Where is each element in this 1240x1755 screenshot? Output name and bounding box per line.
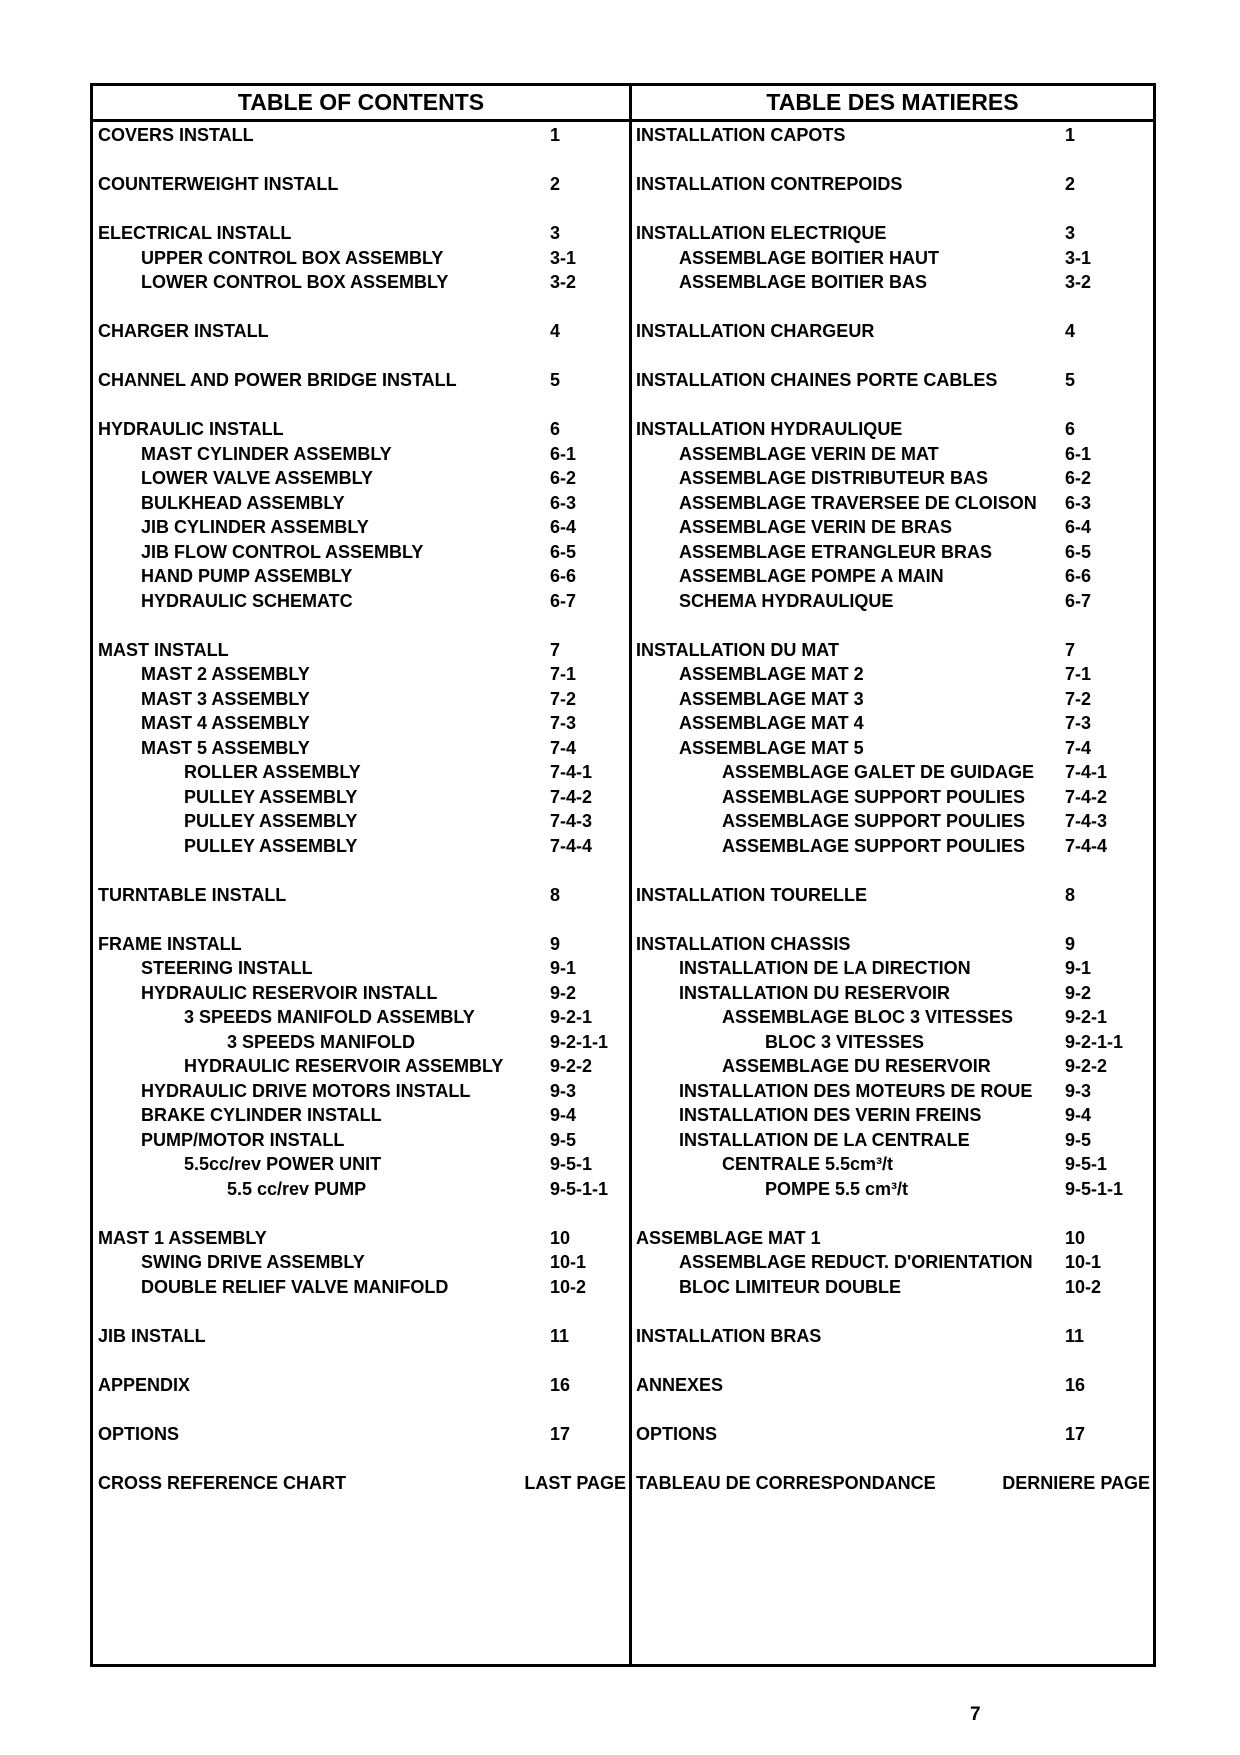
entry-page-number: 9-2-1	[1065, 1007, 1108, 1027]
entry-title: 3 SPEEDS MANIFOLD	[227, 1031, 416, 1052]
toc-entry	[632, 1176, 1153, 1203]
toc-entry	[632, 686, 1153, 713]
entry-page-number: 16	[1065, 1374, 1086, 1395]
toc-entry	[93, 441, 629, 468]
entry-title: BULKHEAD ASSEMBLY	[141, 492, 345, 513]
entry-page-number: 7-2	[1065, 688, 1092, 709]
page-number: 7	[970, 1704, 981, 1725]
entry-title: FRAME INSTALL	[98, 933, 242, 954]
entry-title: DOUBLE RELIEF VALVE MANIFOLD	[141, 1276, 449, 1297]
toc-entry	[93, 808, 629, 835]
entry-page-number: 6-7	[1065, 590, 1092, 611]
toc-entry	[632, 1274, 1153, 1301]
entry-page-number: 6-7	[550, 590, 577, 611]
toc-entry	[93, 171, 629, 198]
toc-entry	[632, 122, 1153, 149]
entry-title: INSTALLATION HYDRAULIQUE	[636, 419, 903, 439]
entry-page-number: 7-4-2	[550, 786, 593, 807]
entry-page-number: 6-6	[550, 566, 577, 586]
entry-title: 3 SPEEDS MANIFOLD ASSEMBLY	[184, 1007, 475, 1027]
entry-title: PUMP/MOTOR INSTALL	[141, 1129, 345, 1150]
entry-page-number: 9-1	[550, 958, 577, 978]
toc-entry	[632, 1225, 1153, 1252]
entry-page-number: 9-2-1-1	[550, 1031, 609, 1052]
entry-title: ASSEMBLAGE MAT 4	[679, 713, 864, 733]
toc-entry	[632, 318, 1153, 345]
entry-title: CENTRALE 5.5cm³/t	[722, 1154, 894, 1174]
entry-page-number: 8	[550, 884, 561, 905]
entry-title: BLOC 3 VITESSES	[765, 1031, 925, 1052]
toc-entry	[632, 1249, 1153, 1276]
entry-page-number: 7-4	[550, 737, 577, 758]
entry-page-number: 3-2	[550, 272, 577, 292]
entry-page-number: 10	[1065, 1227, 1086, 1248]
entry-page-number: 2	[1065, 174, 1076, 194]
entry-page-number: 9	[1065, 933, 1076, 954]
toc-title-french: TABLE DES MATIERES	[766, 89, 1019, 115]
entry-page-number: 10-2	[1065, 1276, 1102, 1297]
entry-title: HYDRAULIC DRIVE MOTORS INSTALL	[141, 1080, 471, 1101]
entry-title: INSTALLATION ELECTRIQUE	[636, 223, 887, 243]
entry-title: ROLLER ASSEMBLY	[184, 762, 361, 782]
toc-entry	[632, 1102, 1153, 1129]
toc-entry	[632, 220, 1153, 247]
entry-page-number: 7-4-2	[1065, 786, 1108, 807]
toc-entry	[93, 318, 629, 345]
entry-title: HYDRAULIC RESERVOIR ASSEMBLY	[184, 1056, 504, 1076]
entry-page-number: 16	[550, 1374, 571, 1395]
entry-title: SCHEMA HYDRAULIQUE	[679, 590, 894, 611]
entry-page-number: 9	[550, 933, 561, 954]
toc-entry	[632, 955, 1153, 982]
entry-page-number: 1	[1065, 125, 1076, 145]
entry-page-number: 9-1	[1065, 958, 1092, 978]
toc-entry	[93, 882, 629, 909]
entry-page-number: 7-4	[1065, 737, 1092, 758]
entry-page-number: 7-2	[550, 688, 577, 709]
entry-page-number: 9-5	[1065, 1129, 1092, 1150]
toc-entry	[632, 563, 1153, 590]
toc-entry	[93, 637, 629, 664]
toc-entry	[632, 980, 1153, 1007]
entry-page-number: 9-2-1	[550, 1007, 593, 1027]
entry-title: 5.5 cc/rev PUMP	[227, 1178, 367, 1199]
entry-title: INSTALLATION CONTREPOIDS	[636, 174, 903, 194]
toc-entry	[93, 539, 629, 566]
entry-page-number: 7-3	[550, 713, 577, 733]
entry-page-number: 9-2-2	[1065, 1056, 1108, 1076]
entry-page-number: 4	[550, 321, 561, 341]
entry-page-number: 10-1	[550, 1252, 587, 1272]
toc-entry	[93, 1053, 629, 1080]
entry-page-number: 5	[550, 370, 561, 390]
entry-title: ELECTRICAL INSTALL	[98, 223, 292, 243]
entry-title: ASSEMBLAGE VERIN DE MAT	[679, 443, 939, 464]
entry-title: ASSEMBLAGE BLOC 3 VITESSES	[722, 1007, 1014, 1027]
entry-page-number: 10-1	[1065, 1252, 1102, 1272]
entry-page-number: 7-1	[1065, 664, 1092, 684]
toc-entry	[632, 490, 1153, 517]
toc-entry	[93, 1078, 629, 1105]
entry-title: ASSEMBLAGE SUPPORT POULIES	[722, 835, 1026, 856]
entry-title: INSTALLATION CHASSIS	[636, 933, 851, 954]
toc-entry	[632, 1470, 1153, 1497]
entry-page-number: 17	[1065, 1423, 1086, 1444]
toc-entry	[93, 735, 629, 762]
entry-title: CROSS REFERENCE CHART	[98, 1472, 347, 1493]
entry-title: INSTALLATION DE LA CENTRALE	[679, 1129, 970, 1150]
toc-entry	[632, 735, 1153, 762]
entry-title: ASSEMBLAGE REDUCT. D'ORIENTATION	[679, 1252, 1033, 1272]
entry-title: PULLEY ASSEMBLY	[184, 835, 358, 856]
entry-page-number: 11	[550, 1325, 570, 1346]
entry-title: ASSEMBLAGE BOITIER HAUT	[679, 247, 940, 268]
toc-entry	[632, 637, 1153, 664]
toc-entry	[93, 1421, 629, 1448]
entry-title: 5.5cc/rev POWER UNIT	[184, 1154, 382, 1174]
entry-title: LOWER VALVE ASSEMBLY	[141, 468, 374, 488]
entry-title: ASSEMBLAGE GALET DE GUIDAGE	[722, 762, 1035, 782]
entry-title: HYDRAULIC SCHEMATC	[141, 590, 353, 611]
entry-title: INSTALLATION CAPOTS	[636, 125, 846, 145]
entry-title: MAST 1 ASSEMBLY	[98, 1227, 267, 1248]
entry-title: MAST 4 ASSEMBLY	[141, 713, 310, 733]
toc-entry	[632, 1029, 1153, 1056]
entry-title: ASSEMBLAGE TRAVERSEE DE CLOISON	[679, 492, 1037, 513]
entry-title: JIB CYLINDER ASSEMBLY	[141, 517, 369, 537]
toc-entry	[632, 1078, 1153, 1105]
toc-entry	[93, 514, 629, 541]
toc-entry	[93, 1127, 629, 1154]
entry-title: HYDRAULIC INSTALL	[98, 419, 284, 439]
entry-title: ANNEXES	[636, 1374, 724, 1395]
toc-entry	[632, 588, 1153, 615]
entry-title: COUNTERWEIGHT INSTALL	[98, 174, 339, 194]
entry-title: SWING DRIVE ASSEMBLY	[141, 1252, 365, 1272]
toc-entry	[93, 955, 629, 982]
entry-title: HAND PUMP ASSEMBLY	[141, 566, 353, 586]
entry-title: MAST 2 ASSEMBLY	[141, 664, 310, 684]
entry-page-number: 9-4	[1065, 1105, 1092, 1125]
entry-page-number: 9-2	[550, 982, 577, 1003]
entry-page-number: 9-2-1-1	[1065, 1031, 1124, 1052]
entry-title: LOWER CONTROL BOX ASSEMBLY	[141, 272, 449, 292]
entry-page-number: 3	[550, 223, 561, 243]
entry-page-number: 5	[1065, 370, 1076, 390]
toc-entry	[632, 808, 1153, 835]
toc-header-row	[93, 86, 1153, 122]
entry-title: BLOC LIMITEUR DOUBLE	[679, 1276, 901, 1297]
toc-entry	[632, 1053, 1153, 1080]
toc-entry	[93, 759, 629, 786]
entry-page-number: 6-5	[550, 541, 577, 562]
toc-entry	[93, 710, 629, 737]
entry-title: INSTALLATION DES VERIN FREINS	[679, 1105, 982, 1125]
toc-entry	[632, 1421, 1153, 1448]
entry-page-number: 7-3	[1065, 713, 1092, 733]
toc-entry	[632, 441, 1153, 468]
entry-page-number: 7-4-3	[550, 811, 593, 831]
toc-entry	[93, 122, 629, 149]
entry-page-number: 9-3	[1065, 1080, 1092, 1101]
entry-title: INSTALLATION CHAINES PORTE CABLES	[636, 370, 998, 390]
toc-entry	[632, 759, 1153, 786]
toc-entry	[93, 686, 629, 713]
entry-page-number: 6-2	[1065, 468, 1092, 488]
entry-title: ASSEMBLAGE BOITIER BAS	[679, 272, 928, 292]
entry-page-number: 17	[550, 1423, 571, 1444]
entry-page-number: 6	[1065, 419, 1076, 439]
toc-entry	[632, 1372, 1153, 1399]
entry-title: PULLEY ASSEMBLY	[184, 811, 358, 831]
entry-page-number: 6-3	[1065, 492, 1092, 513]
toc-entry	[632, 269, 1153, 296]
toc-entry	[632, 784, 1153, 811]
entry-page-number: 3-1	[1065, 247, 1092, 268]
entry-page-number: 4	[1065, 321, 1076, 341]
toc-entry	[93, 1249, 629, 1276]
toc-entry	[93, 1372, 629, 1399]
toc-entry	[93, 931, 629, 958]
toc-entry	[93, 367, 629, 394]
entry-page-number: 7-4-1	[550, 762, 593, 782]
entry-title: JIB INSTALL	[98, 1325, 206, 1346]
entry-title: OPTIONS	[98, 1423, 180, 1444]
entry-page-number: 6-4	[550, 517, 577, 537]
entry-page-number: 6-4	[1065, 517, 1092, 537]
entry-title: ASSEMBLAGE SUPPORT POULIES	[722, 811, 1026, 831]
entry-title: BRAKE CYLINDER INSTALL	[141, 1105, 382, 1125]
entry-page-number: 3-1	[550, 247, 577, 268]
entry-title: TABLEAU DE CORRESPONDANCE	[636, 1472, 936, 1493]
toc-entry	[93, 416, 629, 443]
toc-entry	[93, 220, 629, 247]
entry-page-number: 8	[1065, 884, 1076, 905]
toc-entry	[632, 465, 1153, 492]
entry-title: JIB FLOW CONTROL ASSEMBLY	[141, 541, 424, 562]
entry-page-number: 2	[550, 174, 561, 194]
entry-title: UPPER CONTROL BOX ASSEMBLY	[141, 247, 444, 268]
toc-entry	[93, 1274, 629, 1301]
entry-title: MAST 5 ASSEMBLY	[141, 737, 310, 758]
toc-entry	[93, 245, 629, 272]
entry-title: CHANNEL AND POWER BRIDGE INSTALL	[98, 370, 457, 390]
entry-page-number: 7	[1065, 639, 1076, 660]
entry-title: TURNTABLE INSTALL	[98, 884, 287, 905]
entry-title: HYDRAULIC RESERVOIR INSTALL	[141, 982, 438, 1003]
toc-entry	[93, 1225, 629, 1252]
entry-page-number: 7-4-4	[1065, 835, 1108, 856]
entry-title: STEERING INSTALL	[141, 958, 313, 978]
entry-page-number: 9-5-1	[1065, 1154, 1108, 1174]
entry-title: COVERS INSTALL	[98, 125, 254, 145]
toc-entry	[93, 833, 629, 860]
toc-entry	[632, 367, 1153, 394]
entry-title: INSTALLATION CHARGEUR	[636, 321, 875, 341]
entry-page-number: 6-5	[1065, 541, 1092, 562]
entry-page-number: 7-4-3	[1065, 811, 1108, 831]
toc-entry	[93, 1029, 629, 1056]
entry-title: MAST 3 ASSEMBLY	[141, 688, 310, 709]
toc-entry	[632, 833, 1153, 860]
entry-title: ASSEMBLAGE MAT 1	[636, 1227, 821, 1248]
toc-entry	[632, 514, 1153, 541]
toc-entry	[632, 171, 1153, 198]
entry-page-number: 7-4-4	[550, 835, 593, 856]
toc-entry	[93, 490, 629, 517]
toc-entry	[632, 245, 1153, 272]
entry-title: PULLEY ASSEMBLY	[184, 786, 358, 807]
toc-entry	[93, 1323, 629, 1350]
entry-page-number: 6-1	[550, 443, 577, 464]
entry-page-number: 10-2	[550, 1276, 587, 1297]
toc-entry	[93, 1470, 629, 1497]
entry-page-number: 9-5	[550, 1129, 577, 1150]
toc-entry	[93, 980, 629, 1007]
toc-entry	[632, 882, 1153, 909]
toc-title-english: TABLE OF CONTENTS	[237, 89, 485, 115]
entry-title: INSTALLATION DE LA DIRECTION	[679, 958, 971, 978]
toc-entry	[93, 1151, 629, 1178]
entry-page-number: 3-2	[1065, 272, 1092, 292]
entry-page-number: 10	[550, 1227, 571, 1248]
entry-page-number: DERNIERE PAGE	[1002, 1472, 1150, 1493]
entry-title: INSTALLATION DU RESERVOIR	[679, 982, 951, 1003]
entry-title: ASSEMBLAGE MAT 3	[679, 688, 864, 709]
entry-title: ASSEMBLAGE MAT 5	[679, 737, 864, 758]
entry-title: INSTALLATION DES MOTEURS DE ROUE	[679, 1080, 1033, 1101]
toc-entry	[632, 710, 1153, 737]
entry-title: ASSEMBLAGE DU RESERVOIR	[722, 1056, 991, 1076]
entry-title: ASSEMBLAGE SUPPORT POULIES	[722, 786, 1026, 807]
toc-entry	[632, 539, 1153, 566]
entry-page-number: 7-4-1	[1065, 762, 1108, 782]
entry-title: INSTALLATION TOURELLE	[636, 884, 867, 905]
entry-page-number: 9-2	[1065, 982, 1092, 1003]
toc-entry	[93, 1102, 629, 1129]
toc-entry	[93, 1004, 629, 1031]
entry-title: CHARGER INSTALL	[98, 321, 269, 341]
entry-title: OPTIONS	[636, 1423, 718, 1444]
entry-title: APPENDIX	[98, 1374, 191, 1395]
entry-page-number: 3	[1065, 223, 1076, 243]
toc-entry	[632, 416, 1153, 443]
entry-title: INSTALLATION DU MAT	[636, 639, 839, 660]
toc-entry	[93, 563, 629, 590]
entry-title: INSTALLATION BRAS	[636, 1325, 822, 1346]
toc-entry	[93, 588, 629, 615]
entry-page-number: 1	[550, 125, 561, 145]
entry-page-number: 6	[550, 419, 561, 439]
entry-title: POMPE 5.5 cm³/t	[765, 1178, 909, 1199]
toc-entry	[632, 1004, 1153, 1031]
table-of-contents	[90, 83, 1156, 1667]
entry-title: ASSEMBLAGE DISTRIBUTEUR BAS	[679, 468, 989, 488]
toc-entry	[632, 931, 1153, 958]
entry-title: MAST INSTALL	[98, 639, 229, 660]
entry-title: ASSEMBLAGE POMPE A MAIN	[679, 566, 944, 586]
entry-page-number: 9-5-1-1	[550, 1178, 609, 1199]
entry-title: ASSEMBLAGE VERIN DE BRAS	[679, 517, 953, 537]
entry-page-number: LAST PAGE	[524, 1472, 626, 1493]
entry-page-number: 7-1	[550, 664, 577, 684]
toc-entry	[632, 1151, 1153, 1178]
entry-page-number: 9-5-1-1	[1065, 1178, 1124, 1199]
entry-page-number: 9-3	[550, 1080, 577, 1101]
toc-entry	[632, 1127, 1153, 1154]
toc-entry	[632, 1323, 1153, 1350]
toc-entry	[93, 1176, 629, 1203]
entry-title: ASSEMBLAGE ETRANGLEUR BRAS	[679, 541, 993, 562]
entry-page-number: 11	[1065, 1325, 1085, 1346]
entry-page-number: 6-3	[550, 492, 577, 513]
toc-entry	[632, 661, 1153, 688]
entry-page-number: 6-2	[550, 468, 577, 488]
entry-page-number: 9-2-2	[550, 1056, 593, 1076]
entry-page-number: 6-1	[1065, 443, 1092, 464]
entry-page-number: 7	[550, 639, 561, 660]
entry-title: MAST CYLINDER ASSEMBLY	[141, 443, 392, 464]
toc-entry	[93, 465, 629, 492]
entry-page-number: 6-6	[1065, 566, 1092, 586]
entry-title: ASSEMBLAGE MAT 2	[679, 664, 864, 684]
entry-page-number: 9-5-1	[550, 1154, 593, 1174]
toc-entry	[93, 269, 629, 296]
toc-entry	[93, 661, 629, 688]
entry-page-number: 9-4	[550, 1105, 577, 1125]
toc-entry	[93, 784, 629, 811]
